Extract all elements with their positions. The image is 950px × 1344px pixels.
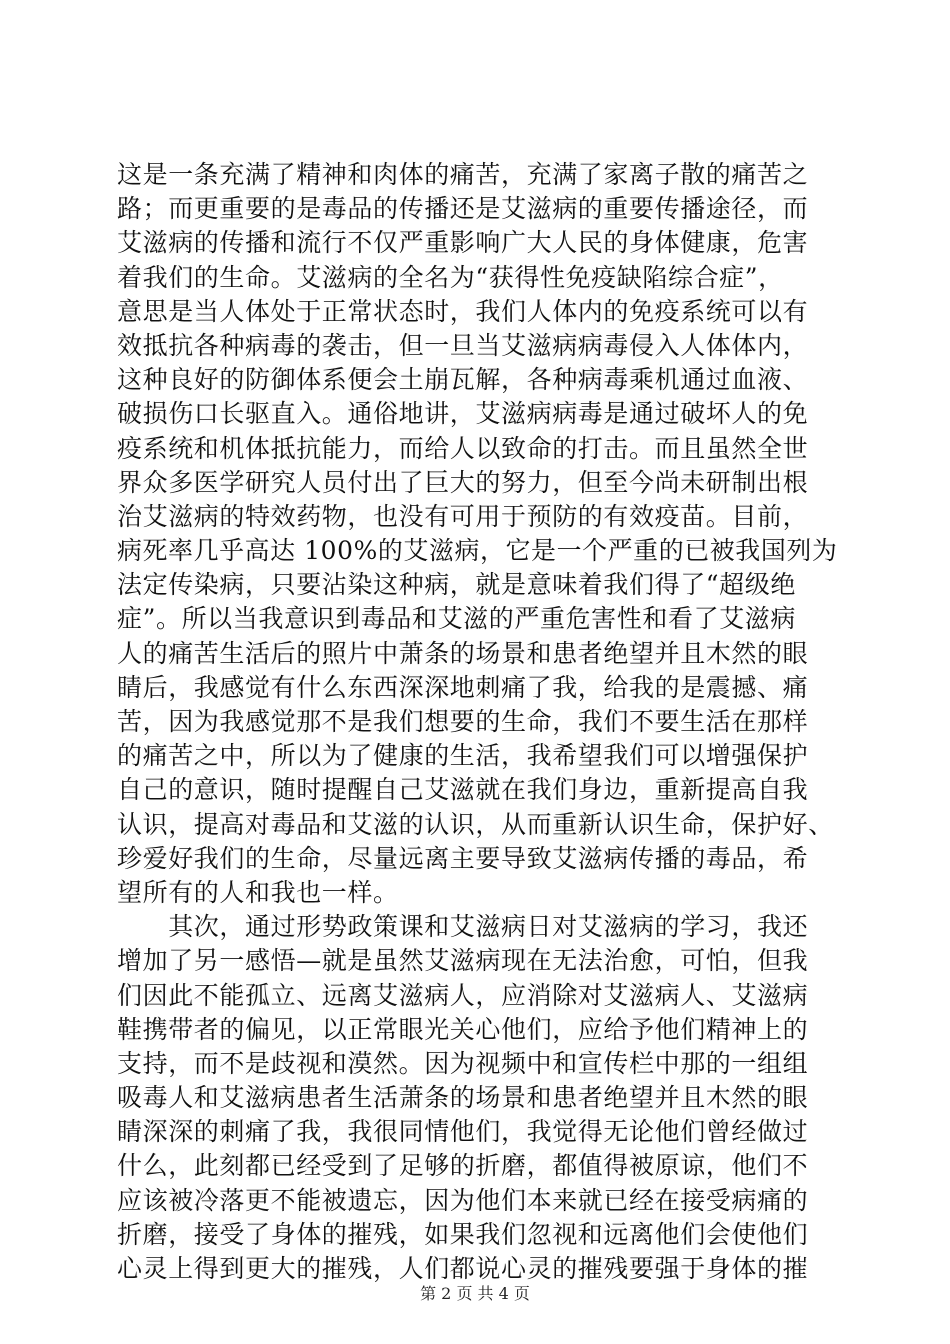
text-line: 这种良好的防御体系便会土崩瓦解，各种病毒乘机通过血液、	[117, 365, 809, 395]
text-line: 症”。所以当我意识到毒品和艾滋的严重危害性和看了艾滋病	[117, 604, 796, 634]
text-line: 破损伤口长驱直入。通俗地讲，艾滋病病毒是通过破坏人的免	[117, 399, 809, 429]
text-line: 的痛苦之中，所以为了健康的生活，我希望我们可以增强保护	[117, 741, 809, 771]
text-line: 法定传染病，只要沾染这种病，就是意味着我们得了“超级绝	[117, 570, 796, 600]
text-line: 效抵抗各种病毒的袭击，但一旦当艾滋病病毒侵入人体体内，	[117, 330, 809, 360]
text-line: 意思是当人体处于正常状态时，我们人体内的免疫系统可以有	[117, 296, 809, 326]
text-line: 着我们的生命。艾滋病的全名为“获得性免疫缺陷综合症”，	[117, 262, 784, 292]
text-line: 睛后，我感觉有什么东西深深地刺痛了我，给我的是震撼、痛	[117, 672, 809, 702]
text-line: 艾滋病的传播和流行不仅严重影响广大人民的身体健康，危害	[117, 228, 809, 258]
body-text	[117, 158, 837, 1286]
page-number-footer: 第 2 页 共 4 页	[420, 1284, 530, 1303]
text-line: 珍爱好我们的生命，尽量远离主要导致艾滋病传播的毒品，希	[117, 843, 809, 873]
text-line: 什么，此刻都已经受到了足够的折磨，都值得被原谅，他们不	[117, 1151, 809, 1181]
text-line: 自己的意识，随时提醒自己艾滋就在我们身边，重新提高自我	[117, 775, 809, 805]
text-line: 病死率几乎高达 100%的艾滋病，它是一个严重的已被我国列为	[117, 536, 838, 566]
text-line: 鞋携带者的偏见，以正常眼光关心他们，应给予他们精神上的	[117, 1014, 809, 1044]
text-line: 吸毒人和艾滋病患者生活萧条的场景和患者绝望并且木然的眼	[117, 1083, 809, 1113]
text-line: 支持，而不是歧视和漠然。因为视频中和宣传栏中那的一组组	[117, 1048, 809, 1078]
text-line: 这是一条充满了精神和肉体的痛苦，充满了家离子散的痛苦之	[117, 160, 809, 189]
text-line: 折磨，接受了身体的摧残，如果我们忽视和远离他们会使他们	[117, 1219, 809, 1249]
text-line: 心灵上得到更大的摧残，人们都说心灵的摧残要强于身体的摧	[117, 1254, 809, 1283]
text-line: 界众多医学研究人员付出了巨大的努力，但至今尚未研制出根	[117, 467, 809, 497]
text-line: 疫系统和机体抵抗能力，而给人以致命的打击。而且虽然全世	[117, 433, 809, 463]
text-line: 治艾滋病的特效药物，也没有可用于预防的有效疫苗。目前，	[117, 501, 809, 531]
text-line: 认识，提高对毒品和艾滋的认识，从而重新认识生命，保护好、	[117, 809, 834, 839]
text-line: 睛深深的刺痛了我，我很同情他们，我觉得无论他们曾经做过	[117, 1117, 809, 1147]
text-line: 应该被冷落更不能被遗忘，因为他们本来就已经在接受病痛的	[117, 1185, 809, 1215]
text-line: 其次，通过形势政策课和艾滋病日对艾滋病的学习，我还	[117, 912, 809, 942]
text-line: 苦，因为我感觉那不是我们想要的生命，我们不要生活在那样	[117, 707, 809, 736]
text-line: 人的痛苦生活后的照片中萧条的场景和患者绝望并且木然的眼	[117, 638, 809, 668]
text-line: 们因此不能孤立、远离艾滋病人，应消除对艾滋病人、艾滋病	[117, 980, 809, 1010]
text-line: 望所有的人和我也一样。	[117, 877, 399, 907]
text-line: 路；而更重要的是毒品的传播还是艾滋病的重要传播途径，而	[117, 194, 809, 224]
text-line: 增加了另一感悟—就是虽然艾滋病现在无法治愈，可怕，但我	[117, 946, 809, 976]
